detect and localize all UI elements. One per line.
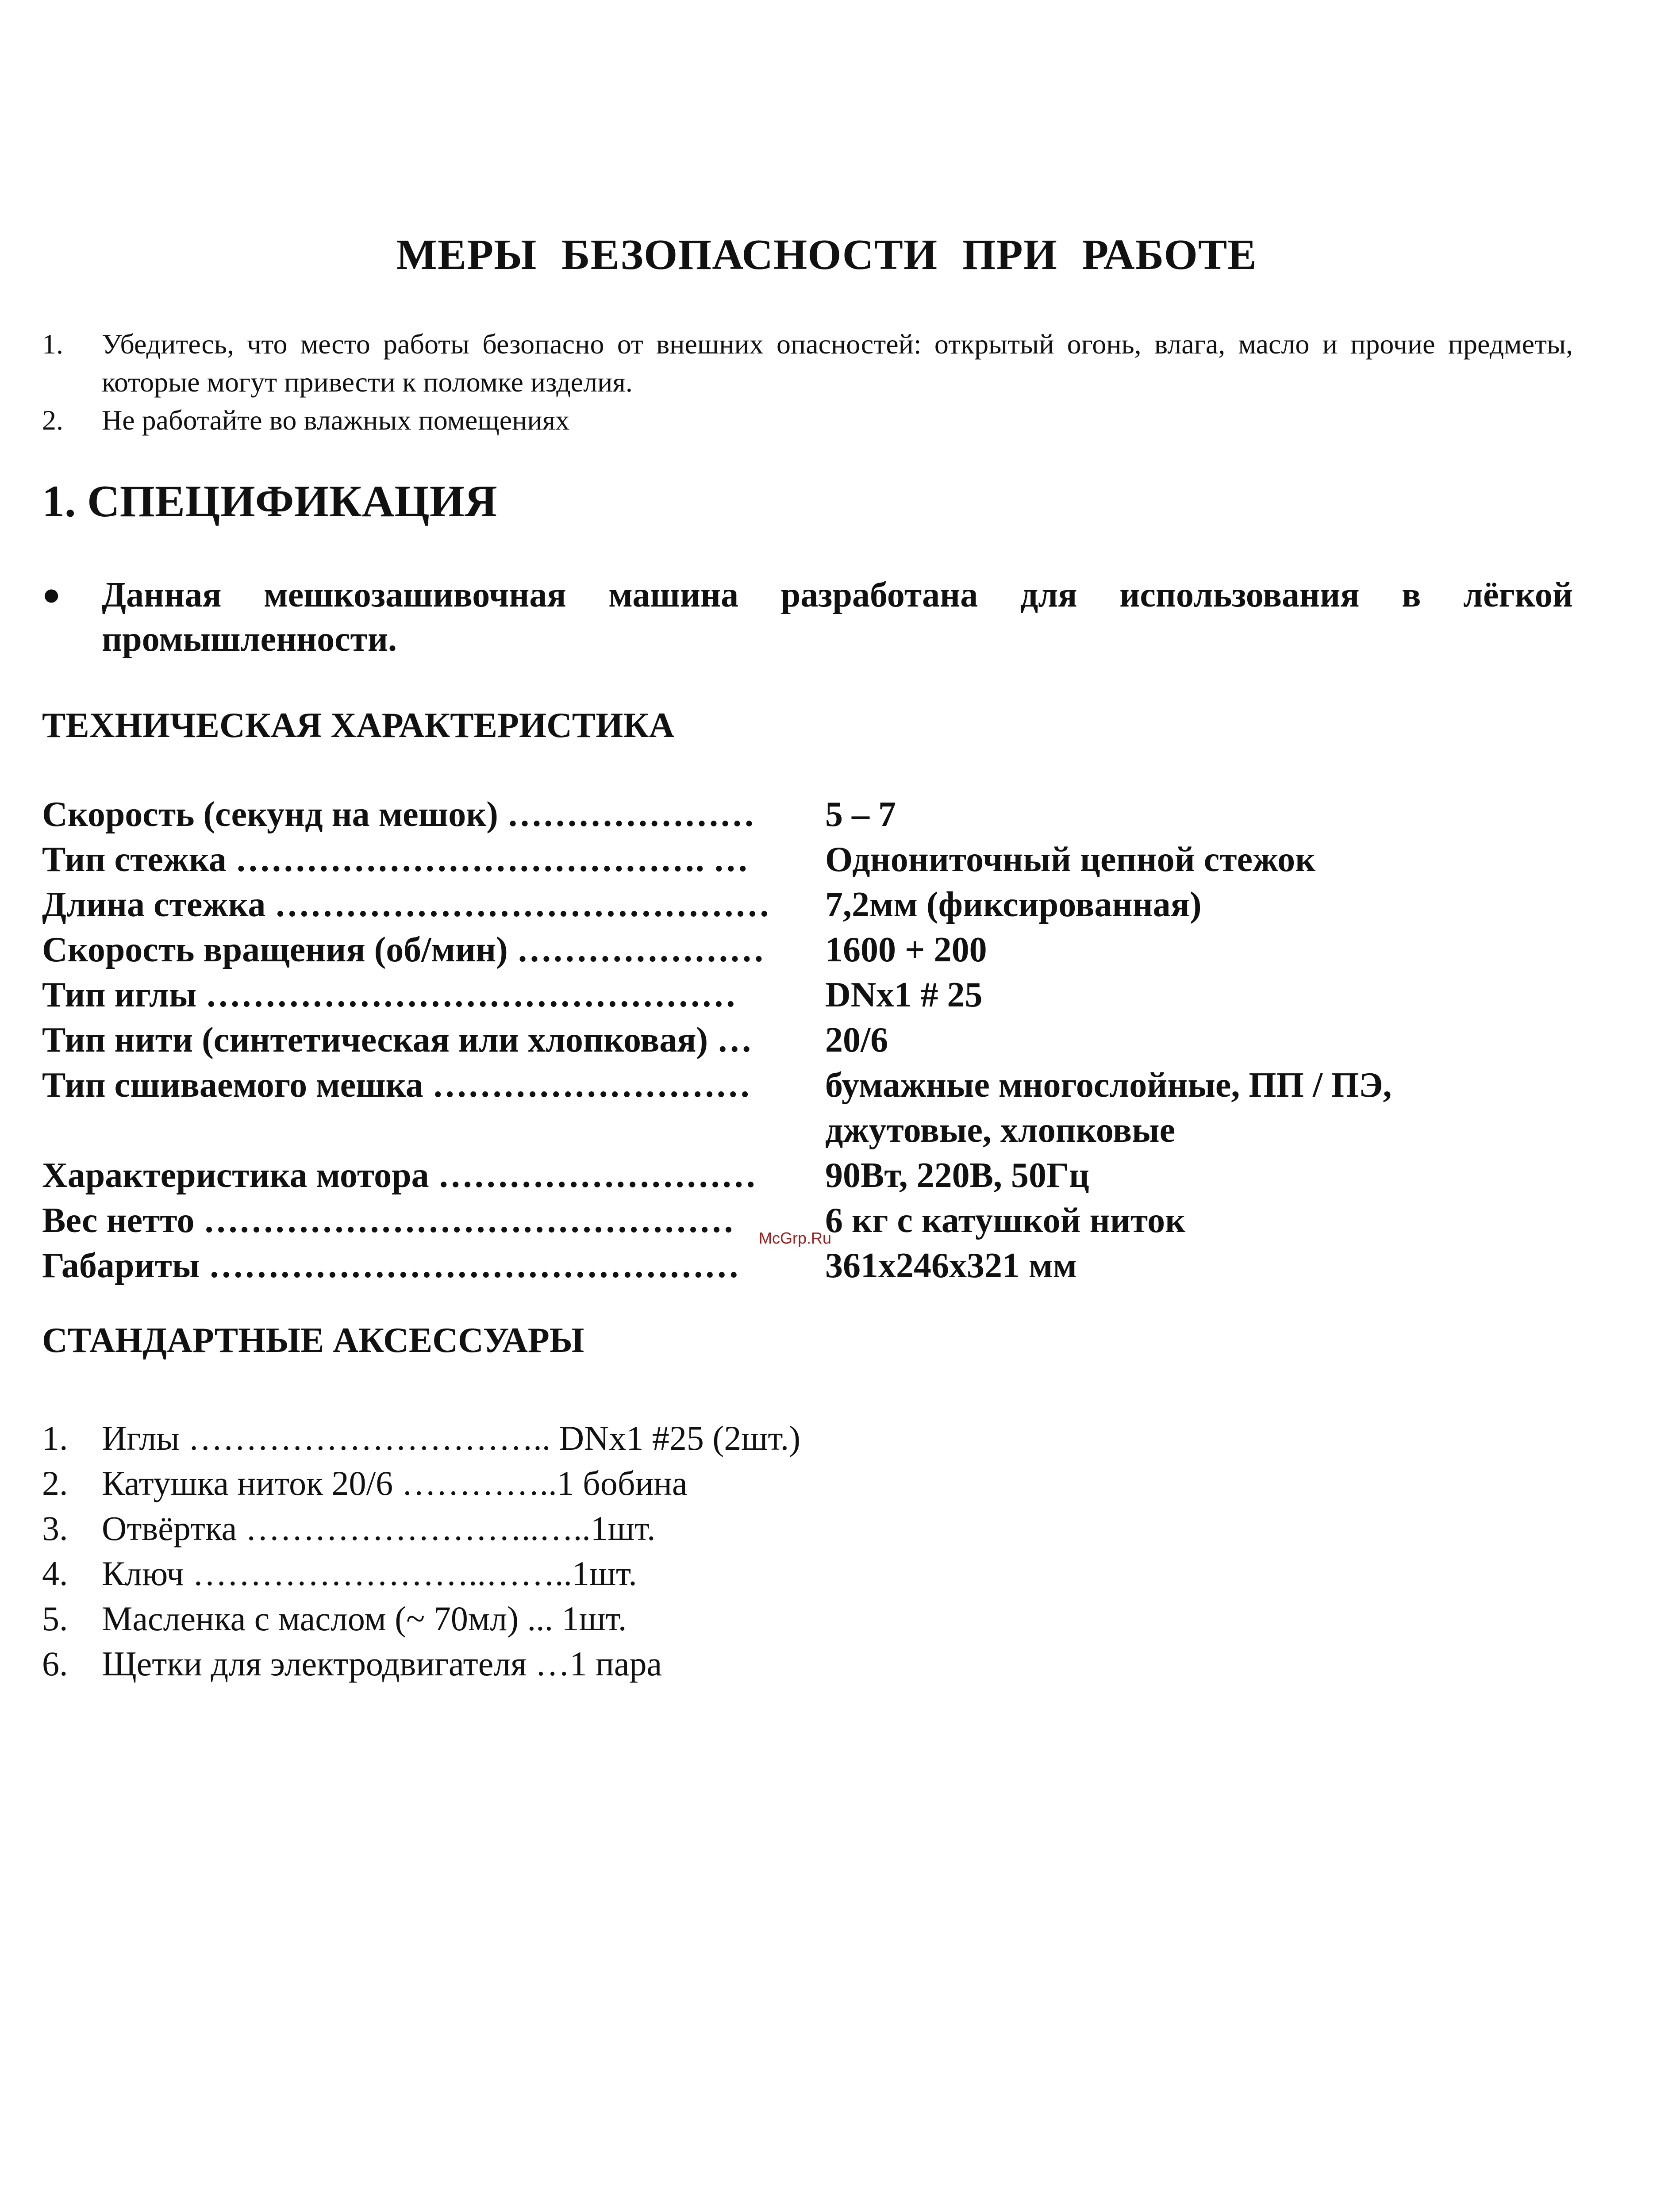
list-item-number: 4. bbox=[42, 1554, 68, 1593]
list-item bbox=[42, 1416, 800, 1461]
safety-item-text: Не работайте во влажных помещениях bbox=[102, 404, 570, 436]
list-item-text: Иглы ………………………….. DNx1 #25 (2шт.) bbox=[102, 1419, 801, 1457]
list-item-number: 5. bbox=[42, 1599, 68, 1638]
spec-label: Тип иглы ……………………………………… bbox=[42, 975, 737, 1014]
spec-label: Тип стежка …………………………………. … bbox=[42, 840, 749, 879]
bullet-icon: ● bbox=[42, 578, 61, 612]
accessories-list bbox=[42, 1416, 800, 1686]
spec-row bbox=[42, 792, 1392, 837]
spec-row bbox=[42, 1243, 1392, 1288]
safety-item-text: Убедитесь, что место работы безопасно от внешних опасностей: открытый огонь, влага, масло и прочие предметы, которые могут привести к поломке изделия. bbox=[102, 328, 1573, 398]
spec-value: 1600 + 200 bbox=[825, 930, 987, 969]
spec-value: Однониточный цепной стежок bbox=[825, 840, 1316, 879]
spec-row bbox=[42, 1018, 1392, 1063]
safety-list bbox=[42, 325, 1573, 439]
spec-row bbox=[42, 882, 1392, 927]
spec-row bbox=[42, 1063, 1392, 1153]
spec-row bbox=[42, 972, 1392, 1018]
safety-item bbox=[42, 325, 1573, 401]
spec-row bbox=[42, 837, 1392, 882]
watermark: McGrp.Ru bbox=[759, 1229, 832, 1247]
spec-label: Длина стежка …………………………………… bbox=[42, 885, 770, 924]
spec-label: Габариты ……………………………………… bbox=[42, 1246, 740, 1285]
specification-description: Данная мешкозашивочная машина разработана для использования в лёгкой промышленности. bbox=[102, 576, 1573, 659]
safety-item-number: 1. bbox=[42, 328, 63, 360]
specification-title: 1. СПЕЦИФИКАЦИЯ bbox=[42, 476, 497, 526]
spec-label: Тип сшиваемого мешка ……………………… bbox=[42, 1066, 751, 1105]
spec-label: Скорость вращения (об/мин) ………………… bbox=[42, 930, 765, 969]
list-item-text: Щетки для электродвигателя …1 пара bbox=[102, 1644, 662, 1683]
spec-row bbox=[42, 1153, 1392, 1198]
spec-value: 7,2мм (фиксированная) bbox=[825, 885, 1202, 924]
spec-row bbox=[42, 927, 1392, 972]
list-item-text: Катушка ниток 20/6 …………..1 бобина bbox=[102, 1464, 688, 1502]
spec-value: 90Вт, 220В, 50Гц bbox=[825, 1156, 1089, 1195]
spec-value: 5 – 7 bbox=[825, 795, 896, 834]
safety-item bbox=[42, 401, 1573, 439]
tech-specs-table bbox=[42, 792, 1392, 1288]
list-item-text: Масленка с маслом (~ 70мл) ... 1шт. bbox=[102, 1599, 627, 1638]
list-item-number: 3. bbox=[42, 1509, 68, 1548]
list-item-text: Отвёртка ……………………..…..1шт. bbox=[102, 1509, 656, 1548]
specification-bullet-paragraph bbox=[42, 573, 1573, 661]
spec-value: DNx1 # 25 bbox=[825, 975, 983, 1014]
list-item-number: 6. bbox=[42, 1644, 68, 1683]
list-item bbox=[42, 1506, 800, 1551]
safety-item-number: 2. bbox=[42, 404, 63, 436]
list-item-number: 2. bbox=[42, 1464, 68, 1502]
spec-label: Тип нити (синтетическая или хлопковая) … bbox=[42, 1021, 753, 1060]
spec-value: бумажные многослойные, ПП / ПЭ, джутовые, хлопковые bbox=[825, 1066, 1392, 1150]
list-item bbox=[42, 1596, 800, 1641]
spec-value: 20/6 bbox=[825, 1021, 888, 1060]
spec-value: 6 кг с катушкой ниток bbox=[825, 1201, 1186, 1240]
spec-label: Характеристика мотора ……………………… bbox=[42, 1156, 757, 1195]
list-item bbox=[42, 1461, 800, 1506]
safety-title: МЕРЫ БЕЗОПАСНОСТИ ПРИ РАБОТЕ bbox=[396, 231, 1257, 279]
spec-label: Скорость (секунд на мешок) ………………… bbox=[42, 795, 755, 834]
list-item-text: Ключ ……………………..……..1шт. bbox=[102, 1554, 637, 1593]
spec-value: 361х246х321 мм bbox=[825, 1246, 1077, 1285]
list-item bbox=[42, 1641, 800, 1686]
list-item bbox=[42, 1551, 800, 1596]
tech-heading: ТЕХНИЧЕСКАЯ ХАРАКТЕРИСТИКА bbox=[42, 706, 675, 745]
spec-label: Вес нетто ……………………………………… bbox=[42, 1201, 734, 1240]
accessories-heading: СТАНДАРТНЫЕ АКСЕССУАРЫ bbox=[42, 1321, 584, 1360]
spec-row bbox=[42, 1198, 1392, 1243]
list-item-number: 1. bbox=[42, 1419, 68, 1457]
